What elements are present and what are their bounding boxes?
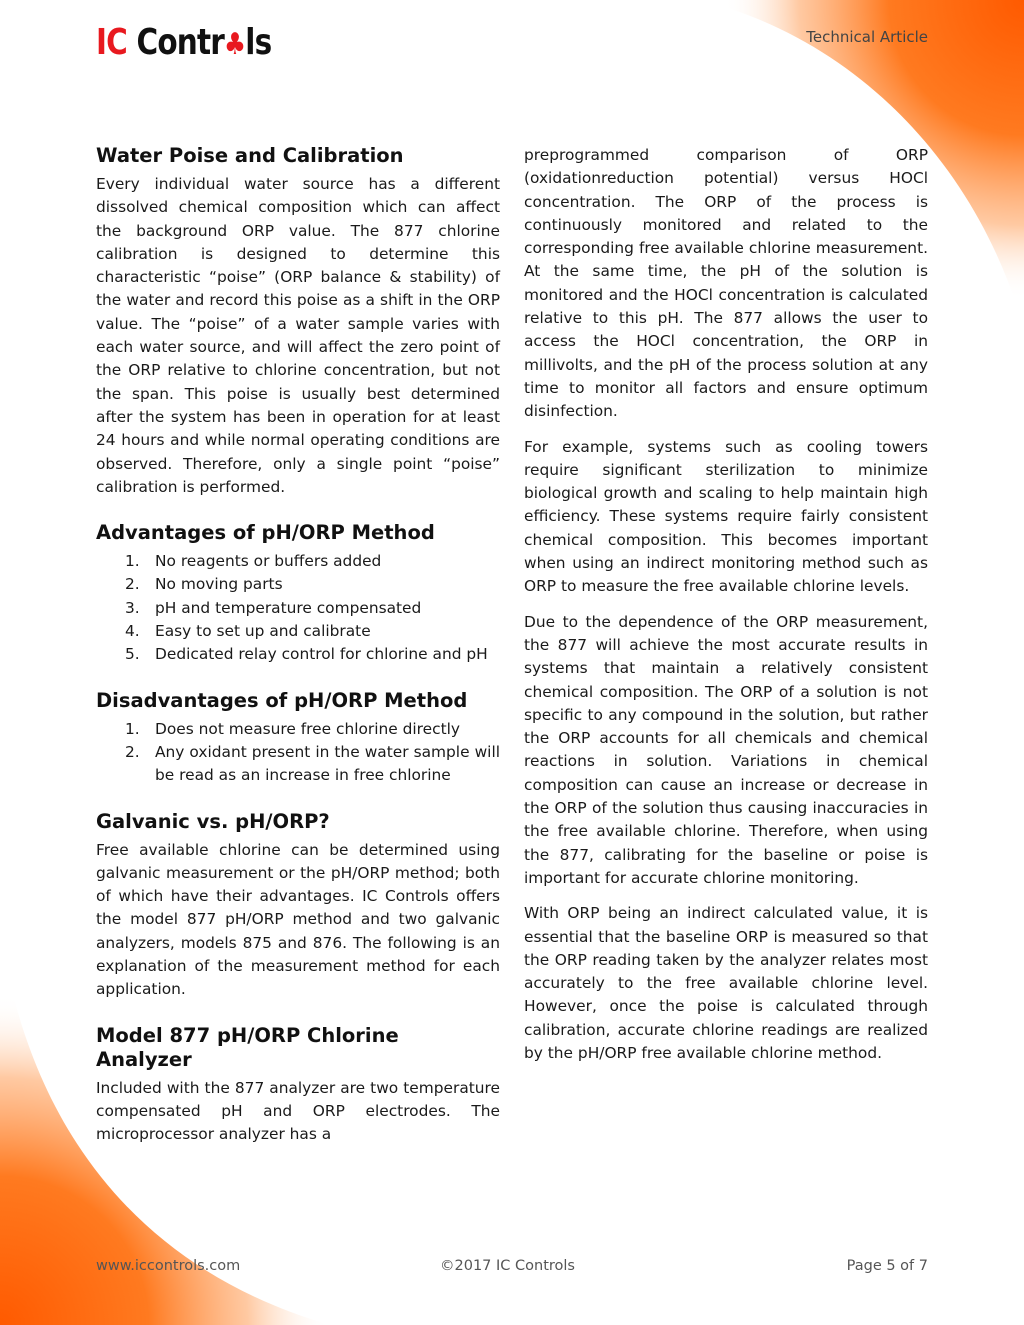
model-877-paragraph: Included with the 877 analyzer are two temperature compensated pH and ORP electrodes. The microprocessor analyzer has a <box>96 1078 500 1144</box>
list-item: 2. No moving parts <box>125 575 283 594</box>
model-877-heading: Model 877 pH/ORP Chlorine Analyzer <box>96 1023 399 1071</box>
document-type-label: Technical Article <box>806 28 928 46</box>
advantages-list <box>96 550 500 666</box>
advantages-heading: Advantages of pH/ORP Method <box>96 521 435 545</box>
footer-website: www.iccontrols.com <box>96 1258 241 1274</box>
water-poise-paragraph: Every individual water source has a different dissolved chemical composition which can affect the background ORP value. The 877 chlorine calibration is designed to determine this characteristic “poise” (ORP balance & stability) of the water and record this poise as a shift in the ORP value. The “poise” of a water sample varies with each water source, and will affect the zero point of the ORP relative to chlorine concentration, but not the span. This poise is usually best determined after the system has been in operation for at least 24 hours and while normal operating conditions are observed. Therefore, only a single point “poise” calibration is performed. <box>96 175 500 496</box>
list-item: 3. pH and temperature compensated <box>125 598 422 617</box>
galvanic-heading: Galvanic vs. pH/ORP? <box>96 809 330 833</box>
galvanic-paragraph: Free available chlorine can be determined using galvanic measurement or the pH/ORP method; both of which have their advantages. IC Controls offers the model 877 pH/ORP method and two galvanic analyzers, models 875 and 876. The following is an explanation of the measurement method for each application. <box>96 840 500 999</box>
body-paragraph: For example, systems such as cooling towers require significant sterilization to minimize biological growth and scaling to help maintain high efficiency. These systems require fairly consistent chemical composition. This becomes important when using an indirect monitoring method such as ORP to measure the free available chlorine levels. <box>524 437 928 596</box>
list-item: 1. No reagents or buffers added <box>125 552 382 571</box>
water-poise-heading: Water Poise and Calibration <box>96 144 404 167</box>
left-column <box>96 144 500 1147</box>
disadvantages-list <box>96 718 500 788</box>
ic-controls-logo <box>96 18 271 70</box>
right-column <box>524 144 928 1065</box>
body-paragraph: With ORP being an indirect calculated value, it is essential that the baseline ORP is measured so that the ORP reading taken by the analyzer relates most accurately to the free available chlorine level. However, once the poise is calculated through calibration, accurate chlorine readings are realized by the pH/ORP free available chlorine method. <box>524 904 928 1062</box>
logo-controls-text-b: ls <box>245 22 272 63</box>
logo-controls-text-a: Contr <box>136 22 225 63</box>
disadvantages-heading: Disadvantages of pH/ORP Method <box>96 688 468 712</box>
logo-ic-text: IC <box>96 22 128 63</box>
body-paragraph: preprogrammed comparison of ORP (oxidationreduction potential) versus HOCl concentration. The ORP of the process is continuously monitored and related to the corresponding free available chlorine measurement. At the same time, the pH of the solution is monitored and the HOCl concentration is calculated relative to this pH. The 877 allows the user to access the HOCl concentration, the ORP in millivolts, and the pH of the process solution at any time to monitor all factors and ensure optimum disinfection. <box>524 146 928 421</box>
footer-copyright: ©2017 IC Controls <box>440 1258 575 1274</box>
maple-leaf-icon: ♣ <box>224 27 246 62</box>
list-item: 1. Does not measure free chlorine directly <box>125 719 461 738</box>
body-paragraph: Due to the dependence of the ORP measurement, the 877 will achieve the most accurate results in systems that maintain a relatively consistent chemical composition. The ORP of a solution is not specific to any compound in the solution, but rather the ORP accounts for all chemicals and chemical reactions in solution. Variations in chemical composition can cause an increase or decrease in the ORP of the solution thus causing inaccuracies in the free available chlorine. Therefore, when using the 877, calibrating for the baseline or poise is important for accurate chlorine monitoring. <box>524 612 928 887</box>
footer-page-number: Page 5 of 7 <box>846 1258 928 1274</box>
list-item: 5. Dedicated relay control for chlorine and pH <box>125 645 488 664</box>
list-item: 2. Any oxidant present in the water sample will be read as an increase in free chlorine <box>125 742 500 785</box>
list-item: 4. Easy to set up and calibrate <box>125 622 371 641</box>
